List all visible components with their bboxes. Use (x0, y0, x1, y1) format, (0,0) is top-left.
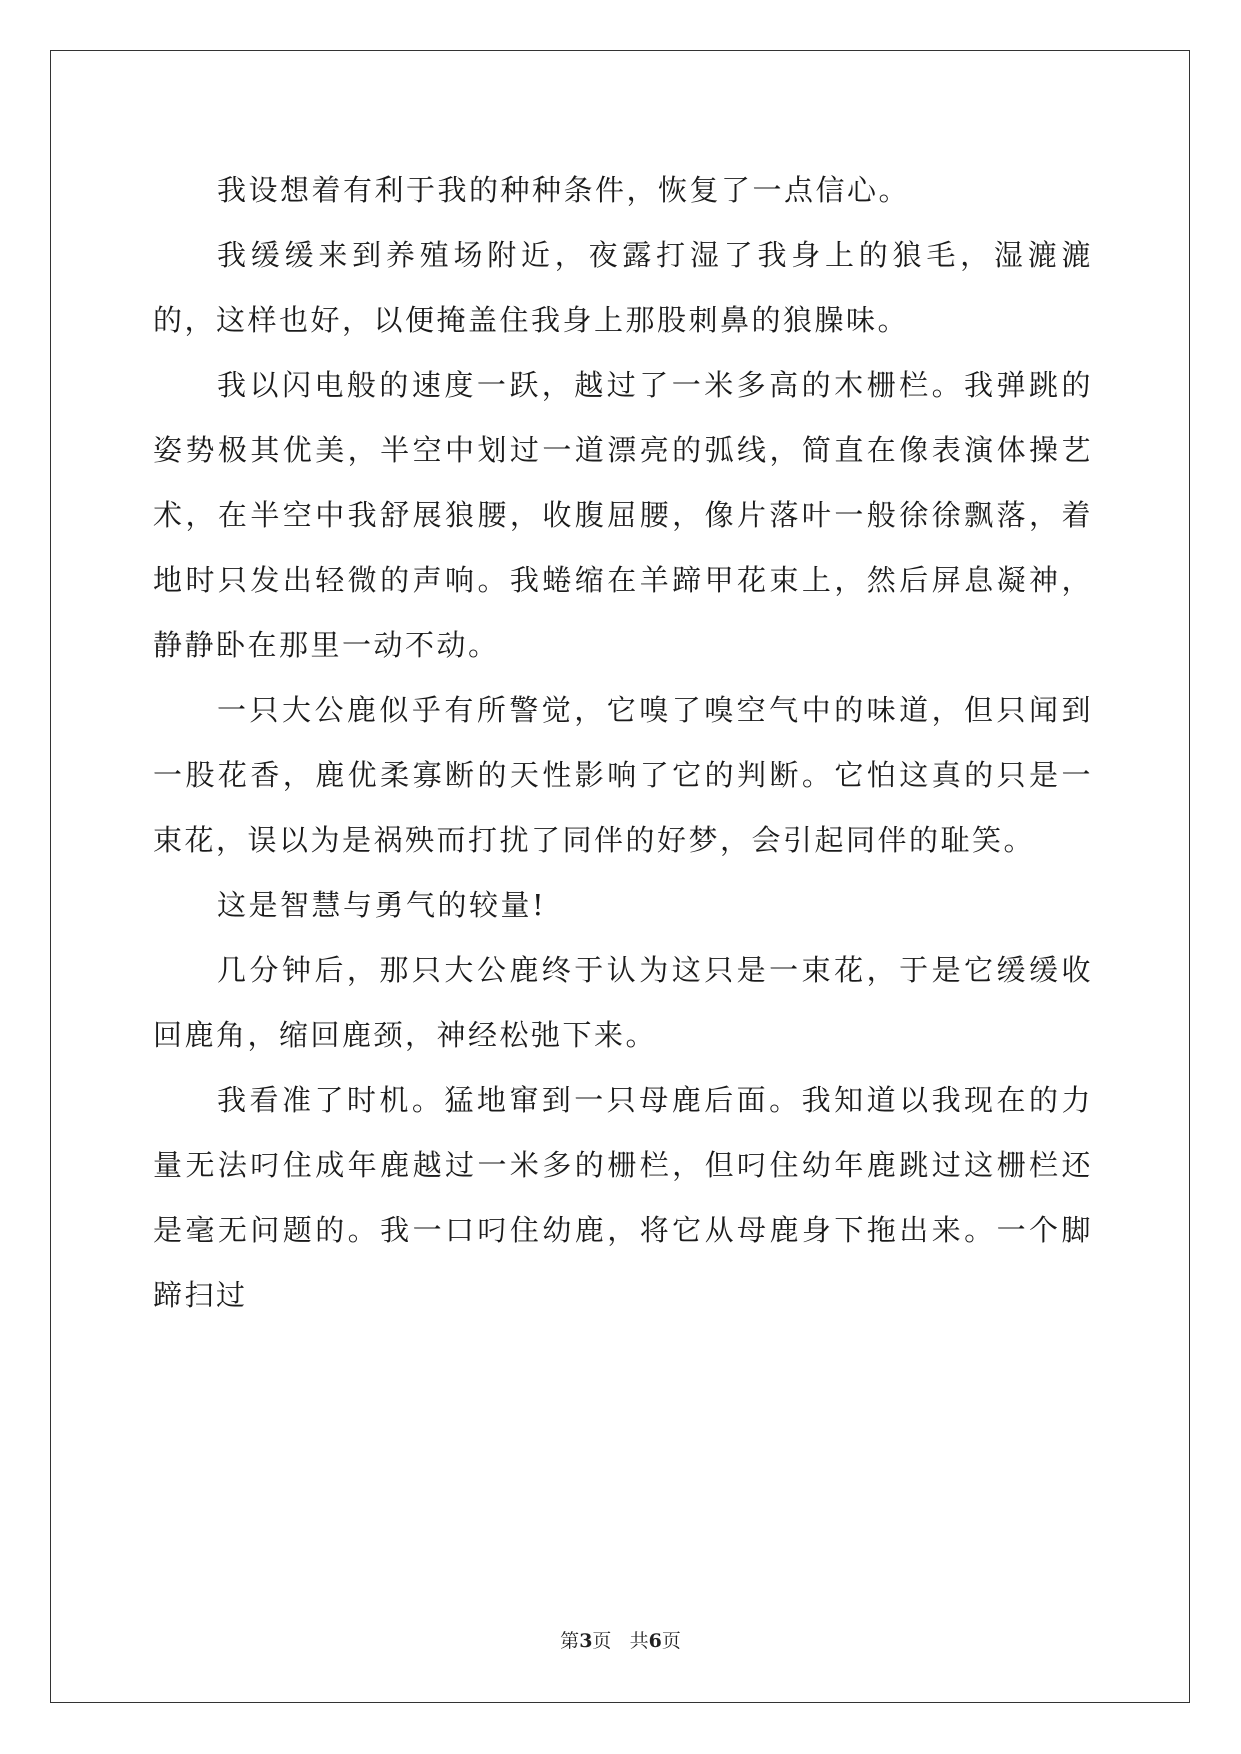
paragraph: 我设想着有利于我的种种条件，恢复了一点信心。 (217, 173, 911, 207)
page-number-prefix: 第 (560, 1630, 580, 1652)
paragraph: 一只大公鹿似乎有所警觉，它嗅了嗅空气中的味道，但只闻到一股花香，鹿优柔寡断的天性影响了它的判断。它怕这真的只是一束花，误以为是祸殃而打扰了同伴的好梦，会引起同伴的耻笑。 (153, 693, 1093, 857)
paragraph: 我以闪电般的速度一跃，越过了一米多高的木栅栏。我弹跳的姿势极其优美，半空中划过一道漂亮的弧线，简直在像表演体操艺术，在半空中我舒展狼腰，收腹屈腰，像片落叶一般徐徐飘落，着地时只发出轻微的声响。我蜷缩在羊蹄甲花束上，然后屏息凝神，静静卧在那里一动不动。 (153, 368, 1093, 662)
paragraph: 我看准了时机。猛地窜到一只母鹿后面。我知道以我现在的力量无法叼住成年鹿越过一米多的栅栏，但叼住幼年鹿跳过这栅栏还是毫无问题的。我一口叼住幼鹿，将它从母鹿身下拖出来。一个脚蹄扫过 (153, 1083, 1093, 1312)
total-pages-number: 6 (648, 1630, 662, 1652)
total-pages-prefix: 共 (629, 1630, 649, 1652)
current-page-number: 3 (579, 1630, 593, 1652)
page-number-suffix: 页 (592, 1630, 612, 1652)
total-pages-suffix: 页 (661, 1630, 681, 1652)
paragraph: 我缓缓来到养殖场附近，夜露打湿了我身上的狼毛，湿漉漉的，这样也好，以便掩盖住我身上那股刺鼻的狼臊味。 (153, 238, 1093, 337)
paragraph: 几分钟后，那只大公鹿终于认为这只是一束花，于是它缓缓收回鹿角，缩回鹿颈，神经松弛下来。 (153, 953, 1093, 1052)
document-body (153, 158, 1093, 1328)
paragraph: 这是智慧与勇气的较量! (217, 888, 547, 922)
page-footer (0, 1626, 1241, 1653)
